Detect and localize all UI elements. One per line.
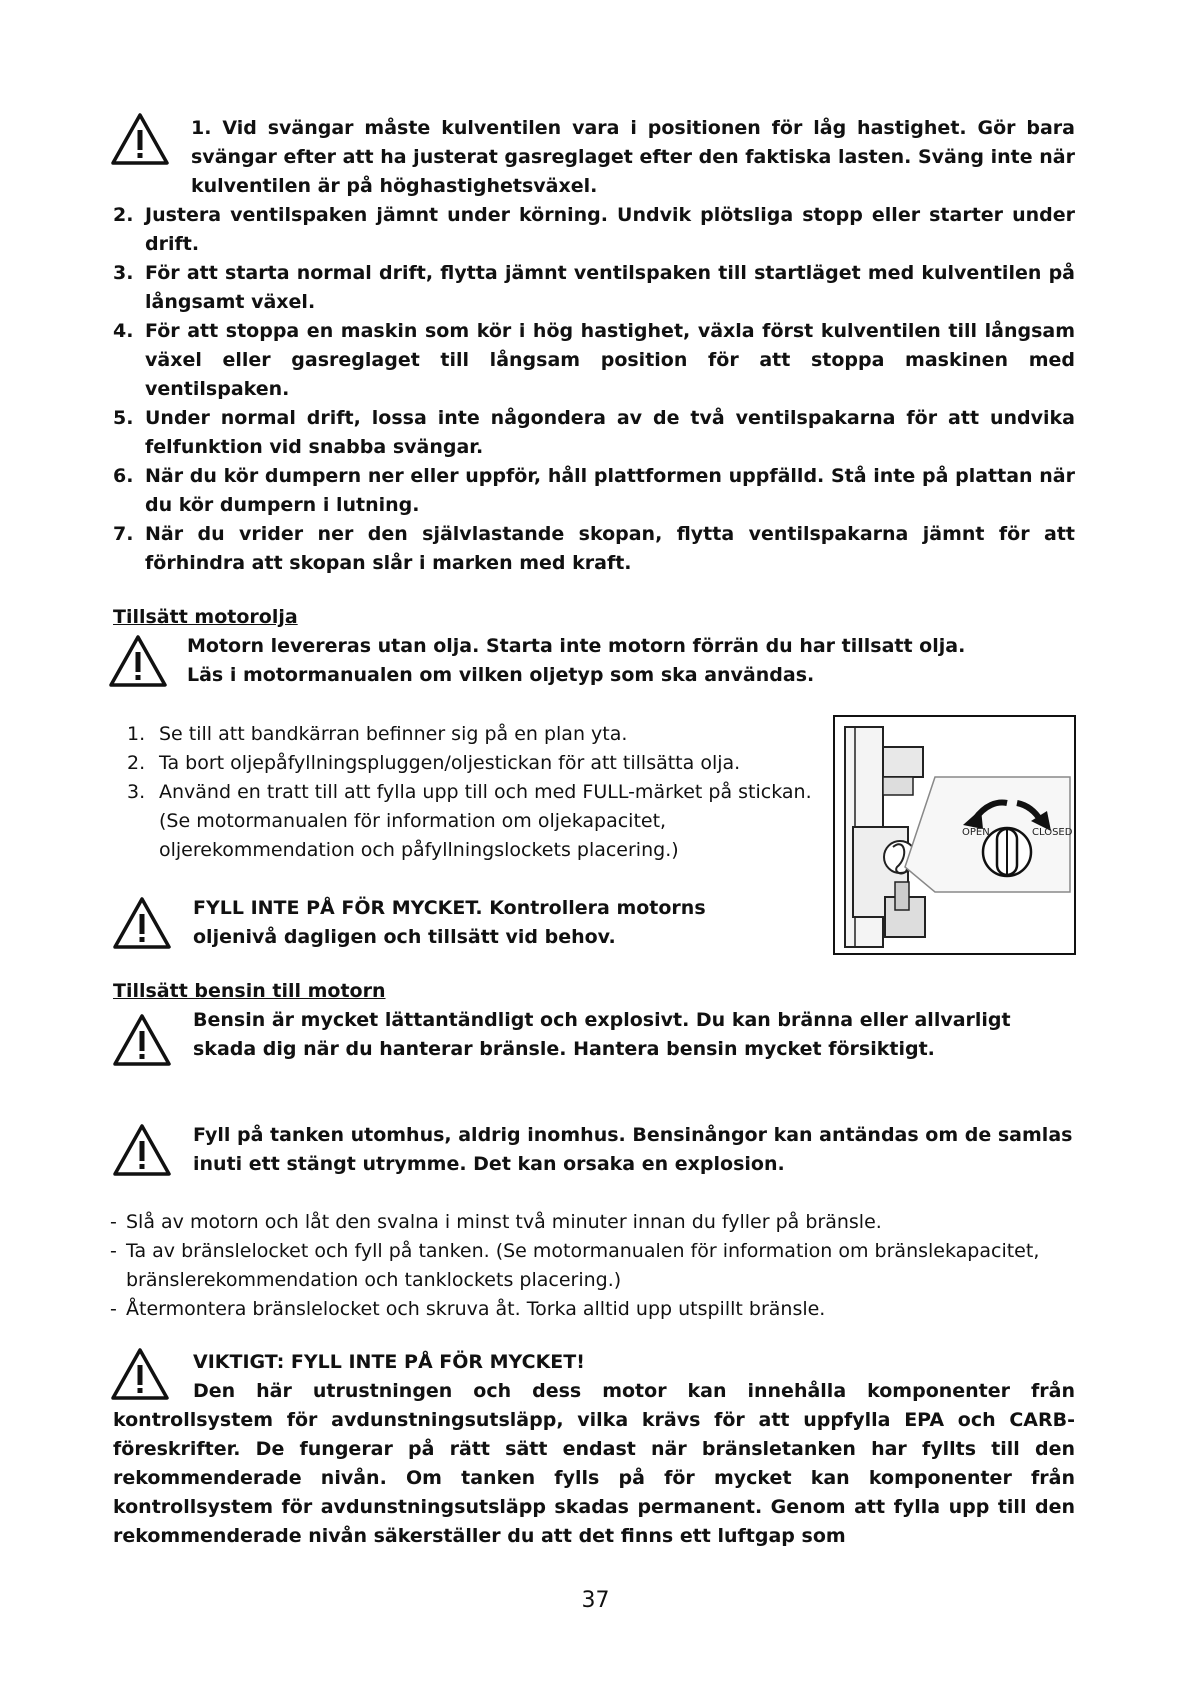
warning-triangle-icon [112, 1123, 172, 1177]
intro-item-4: 4. För att stoppa en maskin som kör i hög hastighet, växla först kulventilen till långsam växel eller gasreglaget till långsam position för att stoppa maskinen med ventilspaken. [113, 320, 1075, 400]
fuel-warning-outdoors: Fyll på tanken utomhus, aldrig inomhus. Bensinångor kan antändas om de samlas inuti ett stängt utrymme. Det kan orsaka en explosion. [193, 1124, 1073, 1175]
oil-step-2: 2. Ta bort oljepåfyllningspluggen/oljestickan för att tillsätta olja. [127, 752, 741, 774]
oil-step-3: 3. Använd en tratt till att fylla upp till och med FULL-märket på stickan. (Se motormanualen för information om oljekapacitet, oljerekommendation och påfyllningslockets placering.) [127, 781, 812, 861]
engine-valve-illustration [835, 717, 1076, 955]
important-body: Den här utrustningen och dess motor kan innehålla komponenter från kontrollsystem för avdunstningsutsläpp, vilka krävs för att uppfylla EPA och CARB-föreskrifter. De fungerar på rätt sätt endast när bränsletanken har fyllts till den rekommenderade nivån. Om tanken fylls på för mycket kan komponenter från kontrollsystem för avdunstningsutsläpp skadas permanent. Genom att fylla upp till den rekommenderade nivån säkerställer du att det finns ett luftgap som [113, 1380, 1075, 1547]
fuel-valve-figure [833, 715, 1076, 955]
oil-section-heading: Tillsätt motorolja [113, 606, 298, 628]
intro-item-1: 1. Vid svängar måste kulventilen vara i positionen för låg hastighet. Gör bara svängar efter att ha justerat gasreglaget efter den faktiska lasten. Sväng inte när kulventilen är på höghastighetsväxel. [191, 117, 1076, 197]
fuel-bullets [110, 1208, 1070, 1324]
intro-item-5: 5. Under normal drift, lossa inte någondera av de två ventilspakarna för att undvika felfunktion vid snabba svängar. [113, 407, 1075, 458]
oil-steps [127, 720, 817, 865]
intro-item-6: 6. När du kör dumpern ner eller uppför, håll plattformen uppfälld. Stå inte på plattan när du kör dumpern i lutning. [113, 465, 1075, 516]
fuel-bullet-1: - Slå av motorn och låt den svalna i minst två minuter innan du fyller på bränsle. [110, 1211, 882, 1233]
oil-warning: Motorn levereras utan olja. Starta inte motorn förrän du har tillsatt olja. Läs i motormanualen om vilken oljetyp som ska användas. [187, 635, 966, 686]
warning-triangle-icon [112, 1013, 172, 1067]
fuel-bullet-3: - Återmontera bränslelocket och skruva åt. Torka alltid upp utspillt bränsle. [110, 1298, 826, 1320]
oil-step-1: 1. Se till att bandkärran befinner sig på en plan yta. [127, 723, 628, 745]
figure-open-label: OPEN [962, 827, 990, 838]
page-number: 37 [581, 1588, 610, 1613]
fuel-warning-flammable: Bensin är mycket lättantändligt och explosivt. Du kan bränna eller allvarligt skada dig när du hanterar bränsle. Hantera bensin mycket försiktigt. [193, 1009, 1011, 1060]
figure-closed-label: CLOSED [1032, 827, 1073, 838]
important-title: VIKTIGT: FYLL INTE PÅ FÖR MYCKET! [193, 1351, 585, 1373]
intro-item-3: 3. För att starta normal drift, flytta jämnt ventilspaken till startläget med kulventilen på långsamt växel. [113, 262, 1075, 313]
overfill-oil-warning: FYLL INTE PÅ FÖR MYCKET. Kontrollera motorns oljenivå dagligen och tillsätt vid behov. [193, 897, 706, 948]
fuel-bullet-2: - Ta av bränslelocket och fyll på tanken. (Se motormanualen för information om bränslekapacitet, bränslerekommendation och tanklockets placering.) [110, 1240, 1040, 1291]
intro-item-2: 2. Justera ventilspaken jämnt under körning. Undvik plötsliga stopp eller starter under drift. [113, 204, 1075, 255]
warning-triangle-icon [108, 634, 168, 688]
fuel-section-heading: Tillsätt bensin till motorn [113, 980, 386, 1002]
warning-triangle-icon [112, 896, 172, 950]
intro-item-7: 7. När du vrider ner den självlastande skopan, flytta ventilspakarna jämnt för att förhindra att skopan slår i marken med kraft. [113, 523, 1075, 574]
intro-warning-list [113, 114, 1075, 578]
